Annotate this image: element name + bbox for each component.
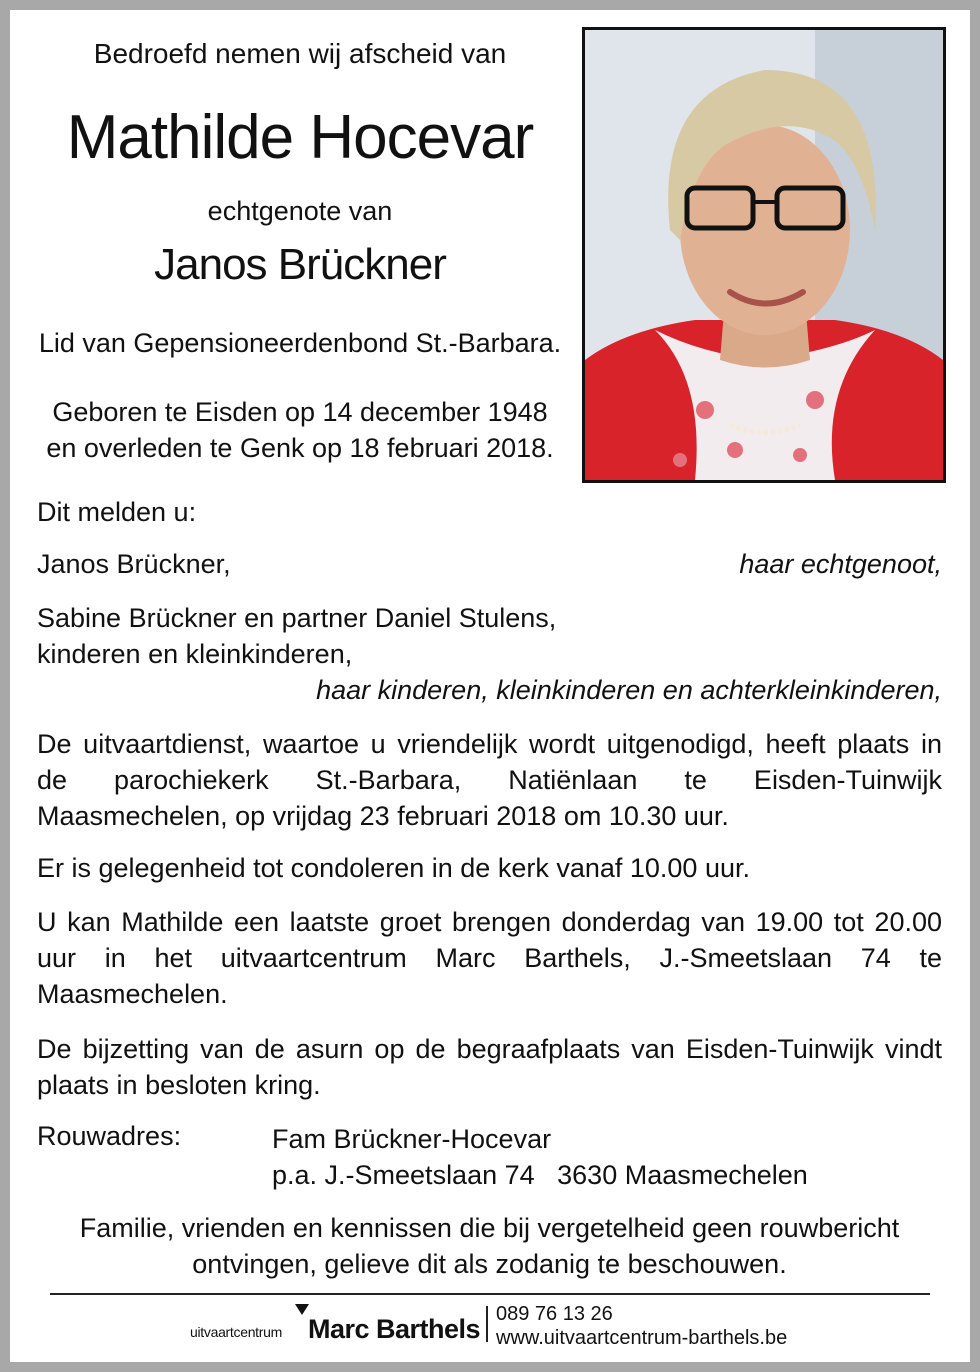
footer-website: www.uitvaartcentrum-barthels.be [496,1327,788,1349]
spouse-role: haar echtgenoot, [739,549,942,579]
spouse-listing: Janos Brückner, [37,549,231,579]
portrait-illustration [585,30,943,480]
address-line-1: Fam Brückner-Hocevar [272,1124,552,1154]
brand-prefix: uitvaartcentrum [190,1324,282,1340]
service-paragraph: De uitvaartdienst, waartoe u vriendelijk wordt uitgenodigd, heeft plaats in de parochiekerk St.-Barbara, Natiënlaan te Eisden-Tuinwijk Maasmechelen, op vrijdag 23 februari 2018 om 10.30 uur. [37,729,942,831]
condolence-paragraph: Er is gelegenheid tot condoleren in de kerk vanaf 10.00 uur. [37,853,750,883]
deceased-name: Mathilde Hocevar [66,103,534,172]
death-line: en overleden te Genk op 18 februari 2018. [46,433,554,463]
membership-text: Lid van Gepensioneerdenbond St.-Barbara. [38,328,562,358]
children-role: haar kinderen, kleinkinderen en achterkleinkinderen, [316,675,942,705]
children-line-1: Sabine Brückner en partner Daniel Stulens, [37,603,557,633]
footer-separator [486,1306,488,1342]
footer-divider [50,1293,930,1295]
address-line-2: p.a. J.-Smeetslaan 74 3630 Maasmechelen [272,1160,808,1190]
dates-block [20,394,580,466]
footer-contact [496,1302,787,1350]
address-block [272,1121,808,1193]
brand-name: Marc Barthels [308,1314,481,1344]
closing-line-2: ontvingen, gelieve dit als zodanig te beschouwen. [192,1249,787,1279]
spouse-intro: echtgenote van [207,196,393,226]
portrait-photo [582,27,946,483]
announcement-intro: Dit melden u: [37,497,197,527]
logo-triangle-icon [295,1304,309,1315]
closing-line-1: Familie, vrienden en kennissen die bij vergetelheid geen rouwbericht [79,1213,900,1243]
interment-paragraph: De bijzetting van de asurn op de begraafplaats van Eisden-Tuinwijk vindt plaats in besloten kring. [37,1034,942,1100]
birth-line: Geboren te Eisden op 14 december 1948 [52,397,548,427]
intro-text: Bedroefd nemen wij afscheid van [93,38,507,69]
farewell-paragraph: U kan Mathilde een laatste groet brengen donderdag van 19.00 tot 20.00 uur in het uitvaartcentrum Marc Barthels, J.-Smeetslaan 74 te Maasmechelen. [37,907,942,1009]
children-line-2: kinderen en kleinkinderen, [37,639,353,669]
closing-note [37,1210,942,1282]
spouse-name: Janos Brückner [154,240,446,289]
footer-phone: 089 76 13 26 [496,1303,613,1325]
children-listing [37,600,942,708]
address-label: Rouwadres: [37,1121,182,1151]
